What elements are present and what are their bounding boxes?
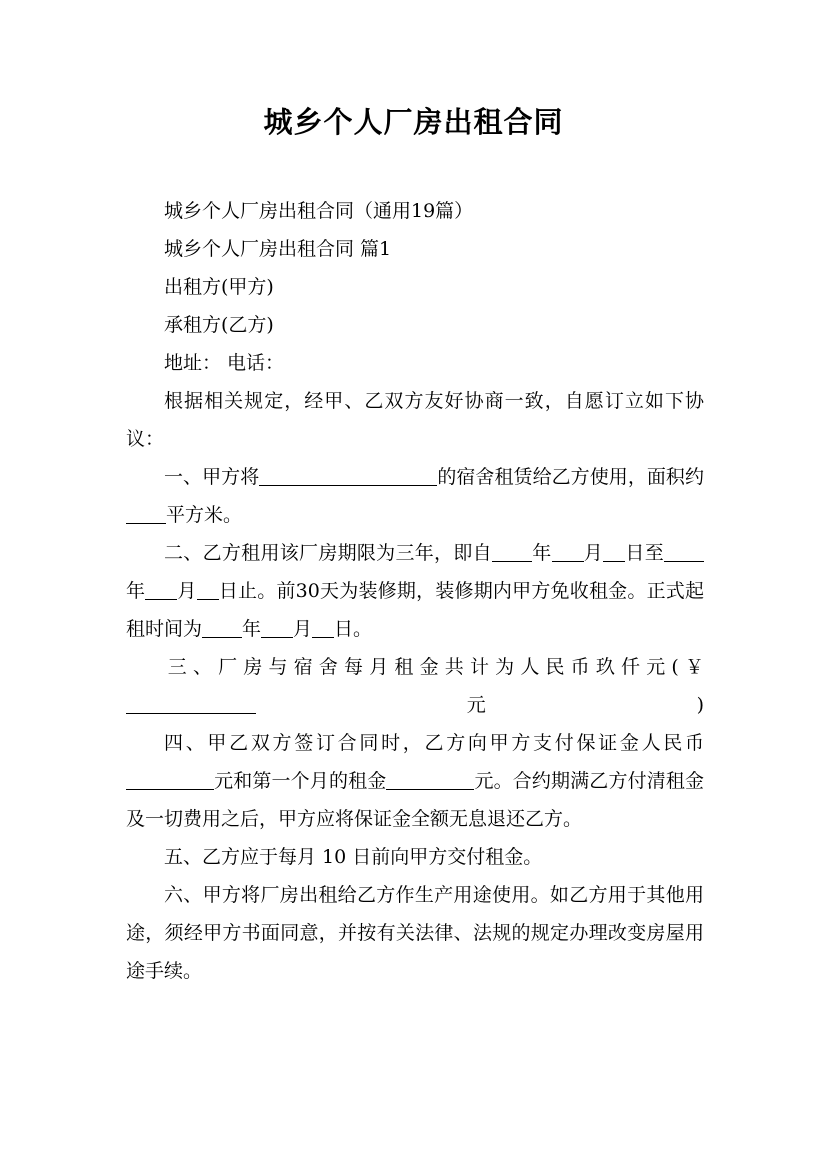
clause-3: 三、厂房与宿舍每月租金共计为人民币玖仟元(￥元)	[126, 648, 704, 724]
clause-2: 二、乙方租用该厂房期限为三年，即自 年 月 日至年 月 日止。前30天为装修期，装修期内甲方免收租金。正式起租时间为 年 月 日。	[126, 542, 704, 640]
blank-rent-month	[261, 618, 293, 638]
blank-rent-year	[202, 618, 242, 638]
intro-paragraph: 根据相关规定，经甲、乙双方友好协商一致，自愿订立如下协议：	[126, 390, 704, 450]
blank-end-month	[145, 580, 177, 600]
blank-rent-day	[312, 618, 334, 638]
clause-1: 一、甲方将 的宿舍租赁给乙方使用，面积约平方米。	[126, 458, 704, 534]
lessee-line: 承租方(乙方)	[164, 314, 274, 336]
clause-5: 五、乙方应于每月 10 日前向甲方交付租金。	[164, 846, 543, 868]
blank-dormitory	[259, 466, 437, 486]
blank-end-year	[664, 542, 704, 562]
clause-6: 六、甲方将厂房出租给乙方作生产用途使用。如乙方用于其他用途，须经甲方书面同意，并按有关法律、法规的规定办理改变房屋用途手续。	[126, 884, 704, 982]
blank-deposit	[126, 770, 214, 790]
blank-first-rent	[386, 770, 474, 790]
blank-area	[126, 504, 166, 524]
blank-start-month	[552, 542, 584, 562]
blank-rent-amount	[126, 694, 256, 714]
address-phone-line: 地址： 电话：	[164, 352, 285, 374]
lessor-line: 出租方(甲方)	[164, 276, 274, 298]
document-title: 城乡个人厂房出租合同	[263, 105, 564, 139]
section-heading: 城乡个人厂房出租合同 篇1	[164, 238, 392, 260]
clause-4: 四、甲乙双方签订合同时，乙方向甲方支付保证金人民币元和第一个月的租金 元。合约期满乙方付清租金及一切费用之后，甲方应将保证金全额无息退还乙方。	[126, 732, 704, 830]
blank-end-day	[197, 580, 219, 600]
subtitle-line: 城乡个人厂房出租合同（通用19篇）	[164, 200, 474, 222]
blank-start-day	[603, 542, 625, 562]
blank-start-year	[492, 542, 532, 562]
document-body	[126, 192, 704, 990]
